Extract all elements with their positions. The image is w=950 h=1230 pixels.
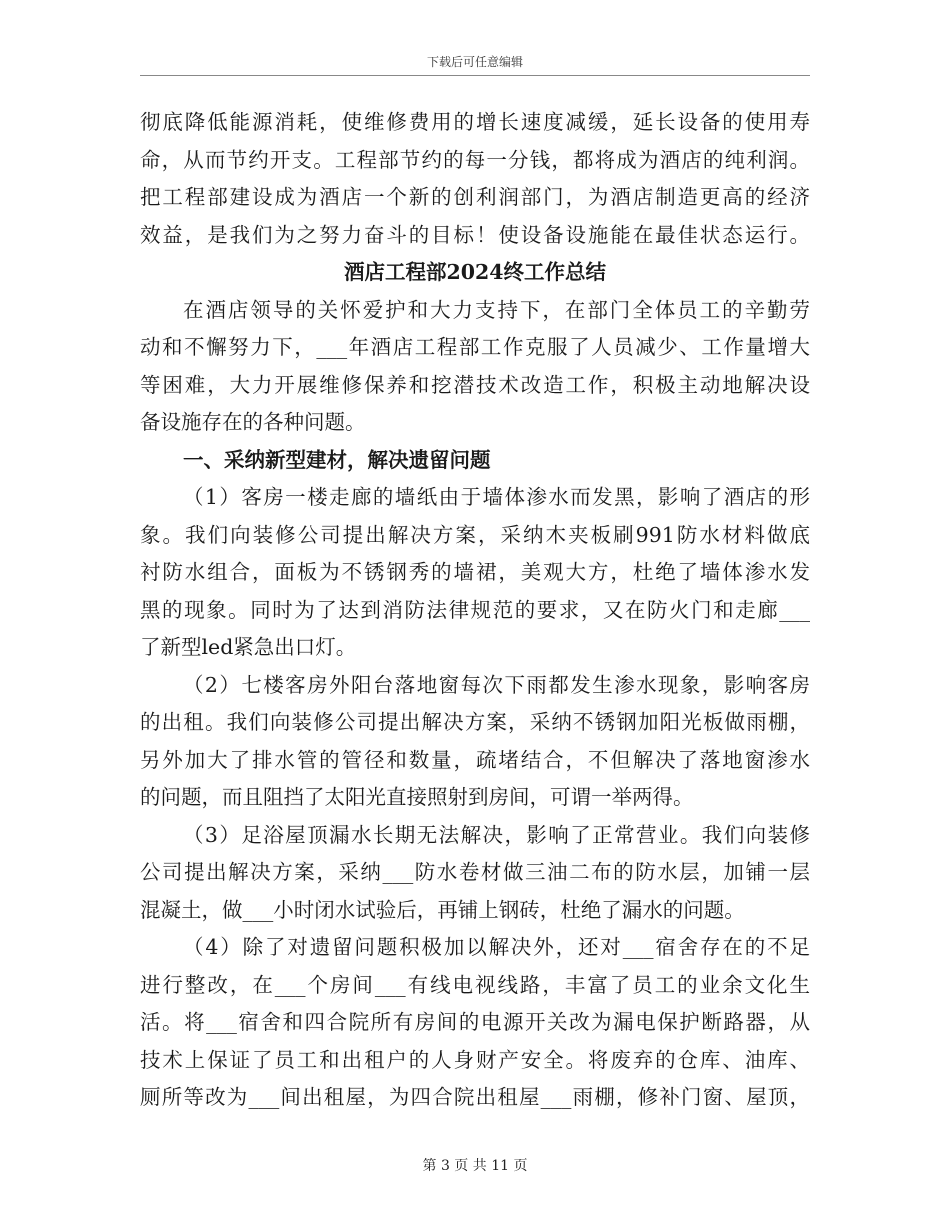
item-line: （2）七楼客房外阳台落地窗每次下雨都发生渗水现象，影响客房 xyxy=(183,672,810,697)
item-line: （1）客房一楼走廊的墙纸由于墙体渗水而发黑，影响了酒店的形 xyxy=(183,485,810,509)
item-line: 技术上保证了员工和出租户的人身财产安全。将废弃的仓库、油库、 xyxy=(140,1047,810,1072)
header-note: 下载后可任意编辑 xyxy=(426,55,523,69)
item-line: （4）除了对遗留问题积极加以解决外，还对___宿舍存在的不足 xyxy=(183,935,810,959)
intro-line: 效益，是我们为之努力奋斗的目标！使设备设施能在最佳状态运行。 xyxy=(140,222,810,247)
section-heading: 一、采纳新型建材，解决遗留问题 xyxy=(183,447,491,472)
item-line: 混凝土，做___小时闭水试验后，再铺上钢砖，杜绝了漏水的问题。 xyxy=(140,897,745,922)
item-line: 厕所等改为___间出租屋，为四合院出租屋___雨棚，修补门窗、屋顶， xyxy=(140,1085,810,1109)
paragraph-line: 动和不懈努力下，___年酒店工程部工作克服了人员减少、工作量增大 xyxy=(140,335,810,359)
paragraph-line: 在酒店领导的关怀爱护和大力支持下，在部门全体员工的辛勤劳 xyxy=(183,297,810,322)
item-line: 的出租。我们向装修公司提出解决方案，采纳不锈钢加阳光板做雨棚， xyxy=(140,710,810,734)
item-line: 黑的现象。同时为了达到消防法律规范的要求，又在防火门和走廊___ xyxy=(140,597,810,622)
item-line: 进行整改，在___个房间___有线电视线路，丰富了员工的业余文化生 xyxy=(140,972,810,997)
item-line: （3）足浴屋顶漏水长期无法解决，影响了正常营业。我们向装修 xyxy=(183,822,810,847)
item-line: 了新型led紧急出口灯。 xyxy=(140,635,357,659)
paragraph-line: 等困难，大力开展维修保养和挖潜技术改造工作，积极主动地解决设 xyxy=(140,372,810,397)
item-line: 的问题，而且阻挡了太阳光直接照射到房间，可谓一举两得。 xyxy=(140,785,694,809)
header-divider xyxy=(140,75,810,76)
document-title: 酒店工程部2024终工作总结 xyxy=(343,260,607,284)
item-line: 另外加大了排水管的管径和数量，疏堵结合，不但解决了落地窗渗水 xyxy=(140,747,810,772)
intro-line: 彻底降低能源消耗，使维修费用的增长速度减缓，延长设备的使用寿 xyxy=(140,110,810,134)
item-line: 公司提出解决方案，采纳___防水卷材做三油二布的防水层，加铺一层 xyxy=(140,860,810,884)
paragraph-line: 备设施存在的各种问题。 xyxy=(140,410,366,434)
document-body xyxy=(140,104,810,1117)
item-line: 衬防水组合，面板为不锈钢秀的墙裙，美观大方，杜绝了墙体渗水发 xyxy=(140,560,810,584)
item-line: 象。我们向装修公司提出解决方案，采纳木夹板刷991防水材料做底 xyxy=(140,522,810,547)
page-number-footer: 第 3 页 共 11 页 xyxy=(422,1158,528,1174)
item-line: 活。将___宿舍和四合院所有房间的电源开关改为漏电保护断路器，从 xyxy=(140,1010,810,1034)
intro-line: 命，从而节约开支。工程部节约的每一分钱，都将成为酒店的纯利润。 xyxy=(140,147,810,172)
intro-line: 把工程部建设成为酒店一个新的创利润部门，为酒店制造更高的经济 xyxy=(140,185,810,209)
